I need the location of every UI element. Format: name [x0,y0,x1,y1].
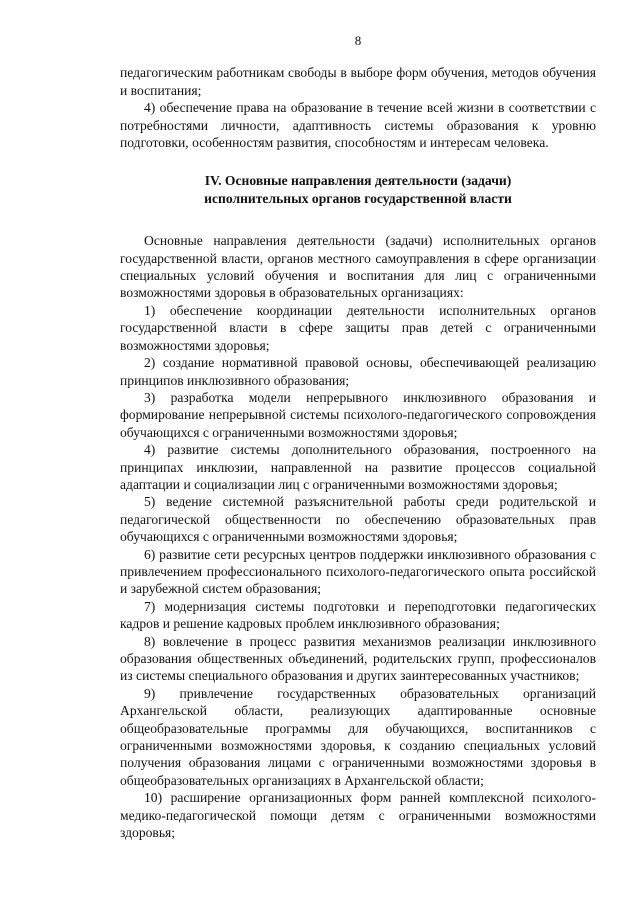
list-item-prev-4: 4) обеспечение права на образование в течение всей жизни в соответствии с потребностями личности, адаптивность системы образования к уровню подготовки, особенностям развития, способностям и интересам человека. [120,100,596,151]
list-item: 8) вовлечение в процесс развития механизмов реализации инклюзивного образования общественных объединений, родительских групп, профессионалов из системы специального образования и других заинтересованных участников; [120,633,596,684]
section-heading [120,172,596,207]
list-item: 7) модернизация системы подготовки и переподготовки педагогических кадров и решение кадровых проблем инклюзивного образования; [120,598,596,632]
list-item: 10) расширение организационных форм ранней комплексной психолого-медико-педагогической помощи детям с ограниченными возможностями здоровья; [120,790,596,841]
list-item: 2) создание нормативной правовой основы, обеспечивающей реализацию принципов инклюзивного образования; [120,355,596,388]
list-item: 3) разработка модели непрерывного инклюзивного образования и формирование непрерывной системы психолого-педагогического сопровождения обучающихся с ограниченными возможностями здоровья; [120,389,596,440]
continuation-paragraph: педагогическим работникам свободы в выборе форм обучения, методов обучения и воспитания; [120,65,596,98]
section-title-line-1: IV. Основные направления деятельности (задачи) [204,173,512,189]
list-item: 1) обеспечение координации деятельности исполнительных органов государственной власти в сфере защиты прав детей с ограниченными возможностями здоровья; [120,302,596,353]
list-item: 5) ведение системной разъяснительной работы среди родительской и педагогической общественности по обеспечению образовательных прав обучающихся с ограниченными возможностями здоровья; [120,494,596,545]
list-item: 9) привлечение государственных образовательных организаций Архангельской области, реализующих адаптированные основные общеобразовательные программы для обучающихся, воспитанников с ограниченными возможностями здоровья, к созданию специальных условий получения образования лицами с ограниченными возможностями здоровья в общеобразовательных организациях в Архангельской области; [120,685,596,788]
list-item: 6) развитие сети ресурсных центров поддержки инклюзивного образования с привлечением профессионального психолого-педагогического опыта российской и зарубежной систем образования; [120,546,596,597]
intro-paragraph: Основные направления деятельности (задачи) исполнительных органов государственной власти, органов местного самоуправления в сфере организации специальных условий обучения и воспитания для лиц с ограниченными возможностями здоровья в образовательных организациях: [120,233,596,301]
section-title-line-2: исполнительных органов государственной власти [204,190,512,206]
list-item: 4) развитие системы дополнительного образования, построенного на принципах инклюзии, направленной на развитие процессов социальной адаптации и социализации лиц с ограниченными возможностями здоровья; [120,442,596,492]
page-number: 8 [354,33,362,48]
